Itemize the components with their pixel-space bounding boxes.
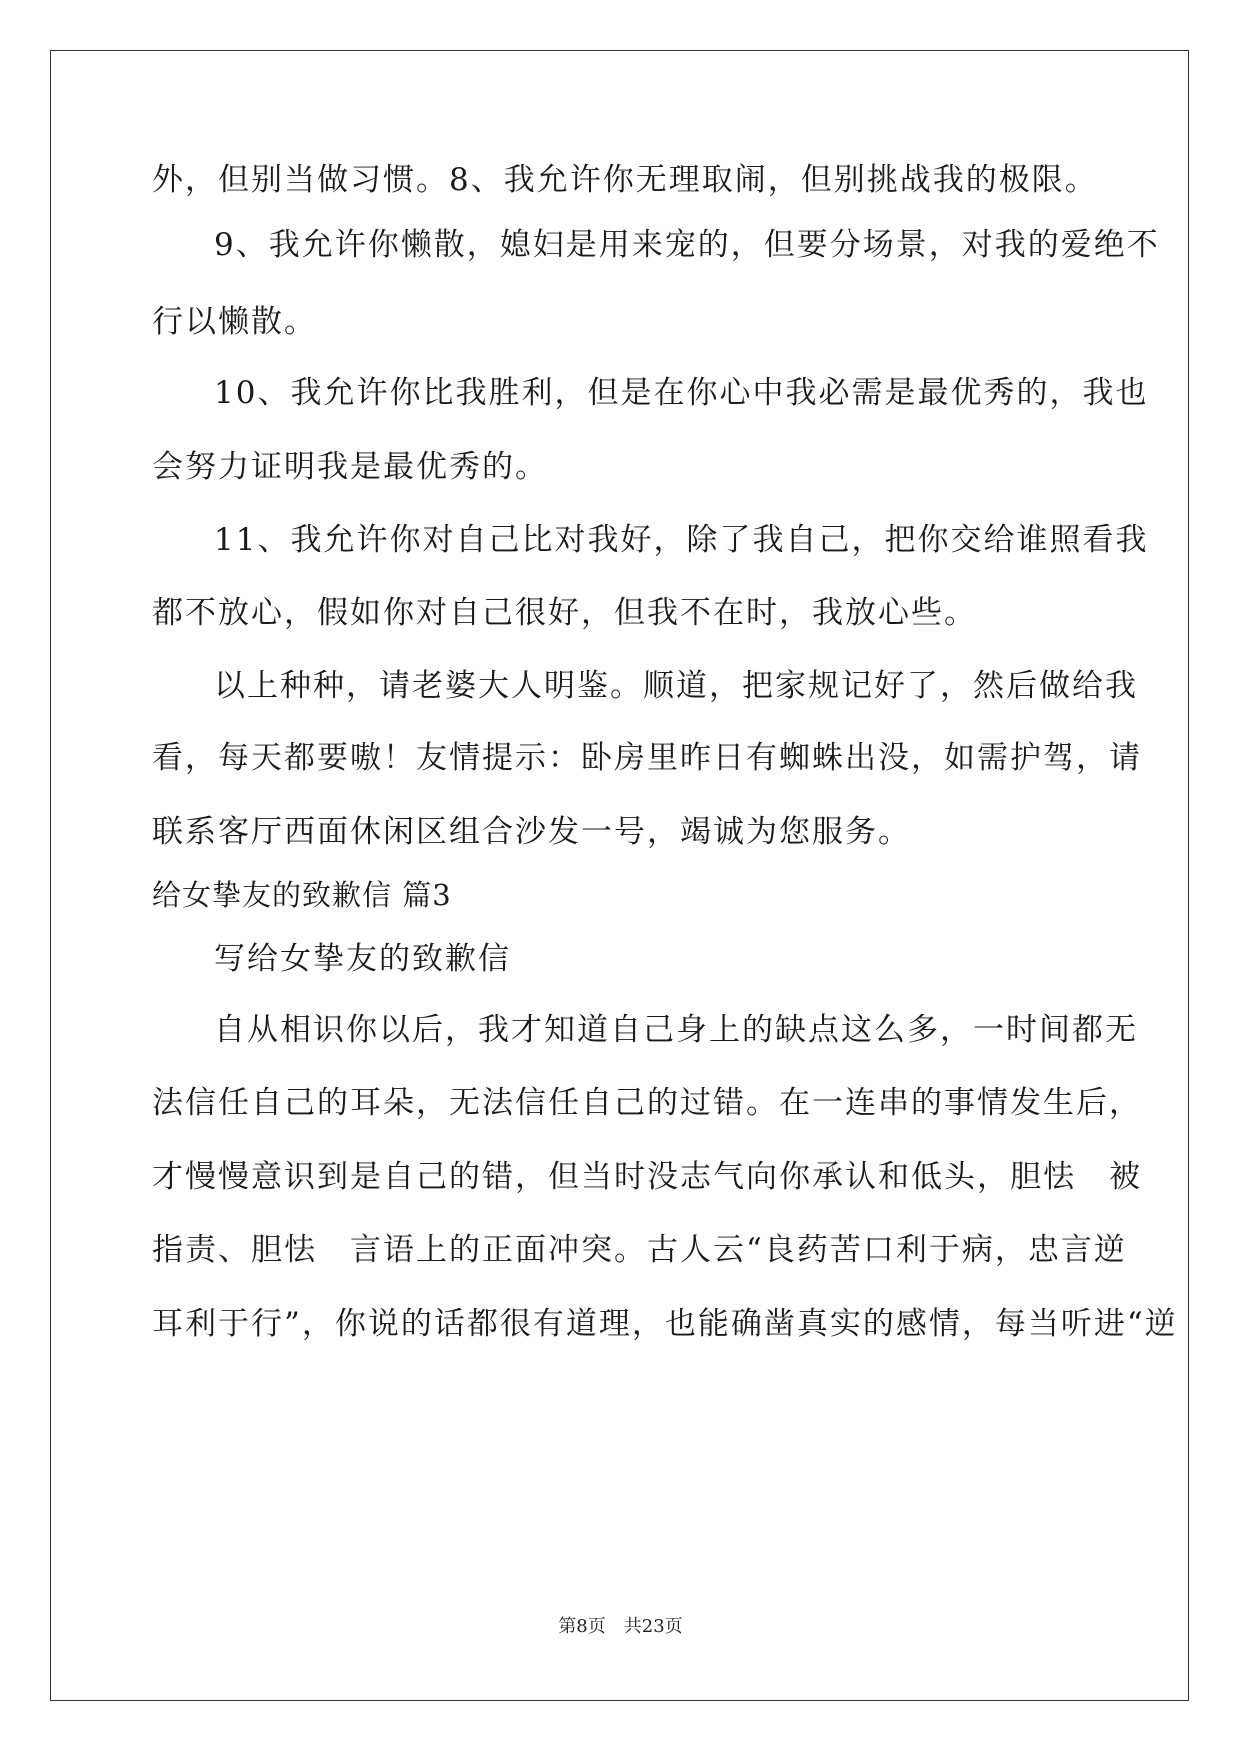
paragraph-line: 10、我允许你比我胜利，但是在你心中我必需是最优秀的，我也 (214, 375, 1149, 411)
text-line: 耳利于行”，你说的话都很有道理，也能确凿真实的感情，每当听进“逆 (152, 1306, 1178, 1342)
text-line: 行以懒散。 (152, 304, 317, 340)
subtitle-line: 写给女挚友的致歉信 (214, 941, 511, 977)
paragraph-line: 自从相识你以后，我才知道自己身上的缺点这么多，一时间都无 (214, 1012, 1138, 1048)
text-line: 才慢慢意识到是自己的错，但当时没志气向你承认和低头，胆怯 被 (152, 1159, 1142, 1195)
text-line: 都不放心，假如你对自己很好，但我不在时，我放心些。 (152, 595, 977, 631)
text-line: 联系客厅西面休闲区组合沙发一号，竭诚为您服务。 (152, 814, 911, 850)
paragraph-line: 11、我允许你对自己比对我好，除了我自己，把你交给谁照看我 (214, 522, 1149, 558)
text-line: 外，但别当做习惯。8、我允许你无理取闹，但别挑战我的极限。 (152, 162, 1098, 198)
section-heading: 给女挚友的致歉信 篇3 (152, 878, 452, 912)
text-line: 看，每天都要嗷！友情提示：卧房里昨日有蜘蛛出没，如需护驾，请 (152, 740, 1142, 776)
text-line: 法信任自己的耳朵，无法信任自己的过错。在一连串的事情发生后， (152, 1085, 1142, 1121)
paragraph-line: 9、我允许你懒散，媳妇是用来宠的，但要分场景，对我的爱绝不 (214, 227, 1160, 263)
paragraph-line: 以上种种，请老婆大人明鉴。顺道，把家规记好了，然后做给我 (214, 668, 1138, 704)
text-line: 会努力证明我是最优秀的。 (152, 449, 548, 485)
text-line: 指责、胆怯 言语上的正面冲突。古人云“良药苦口利于病，忠言逆 (152, 1232, 1127, 1268)
page-footer: 第8页 共23页 (558, 1616, 683, 1637)
